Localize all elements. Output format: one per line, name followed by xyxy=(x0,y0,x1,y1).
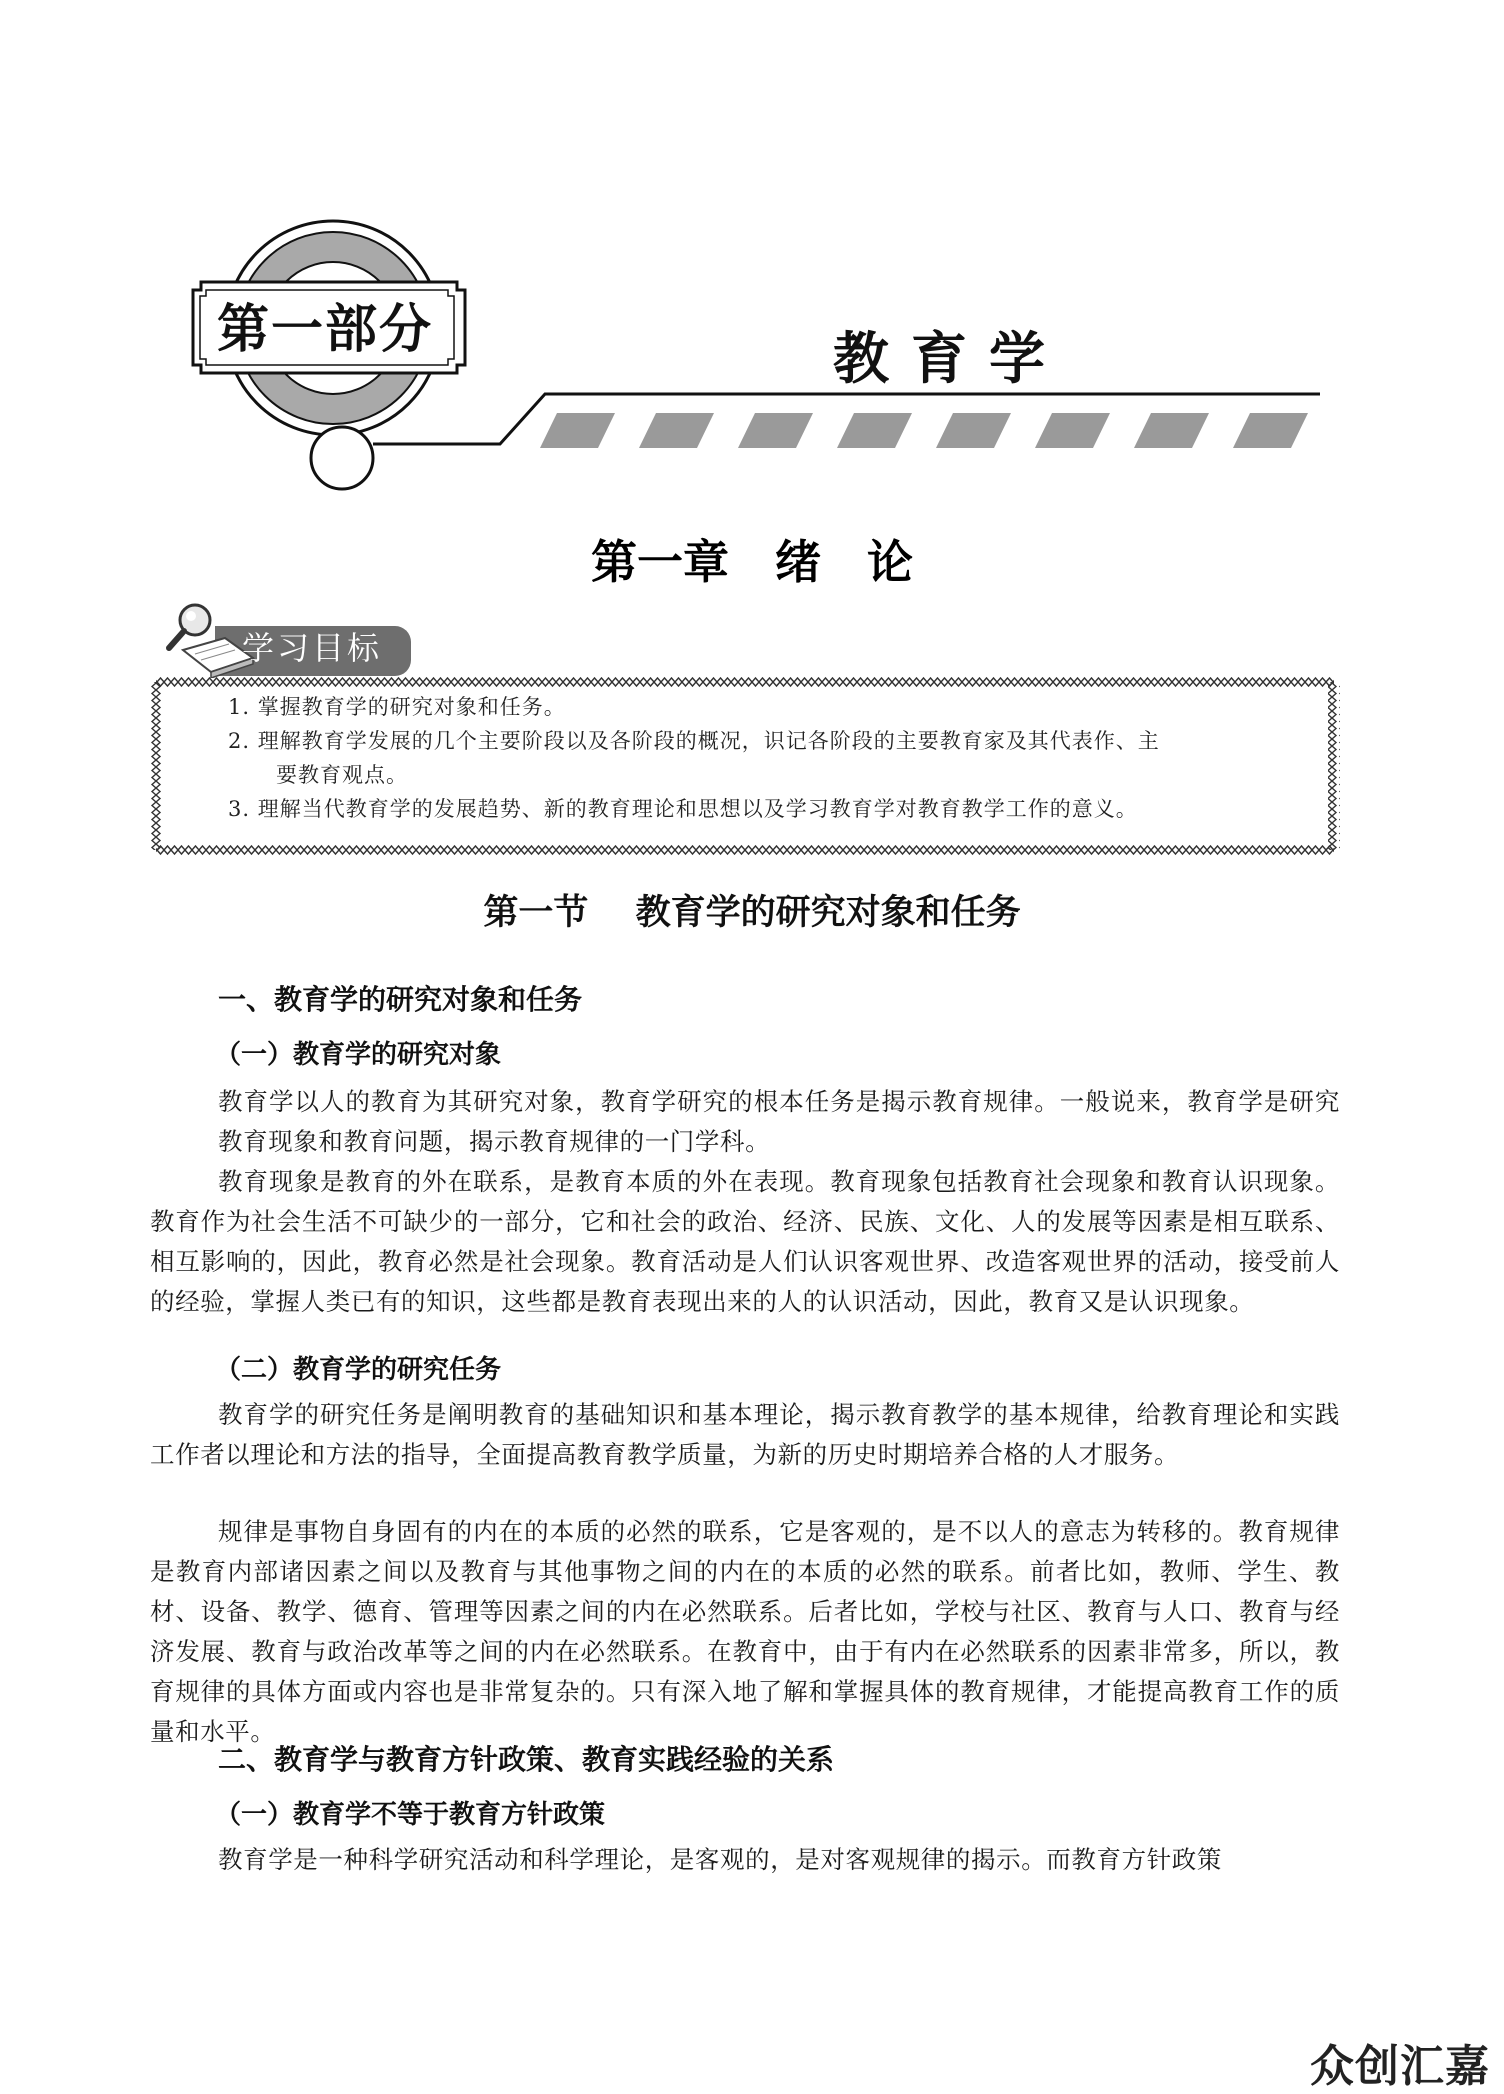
part-title: 教育学 xyxy=(833,327,1067,392)
objective-text: 3. 理解当代教育学的发展趋势、新的教育理论和思想以及学习教育学对教育教学工作的意义。 xyxy=(228,797,1138,821)
chapter-title: 第一章 绪 论 xyxy=(591,535,913,589)
paragraph: 教育学的研究任务是阐明教育的基础知识和基本理论，揭示教育教学的基本规律，给教育理论和实践工作者以理论和方法的指导，全面提高教育教学质量，为新的历史时期培养合格的人才服务。 xyxy=(150,1400,1340,1469)
objective-item xyxy=(228,690,1318,724)
heading-level2: （一）教育学不等于教育方针政策 xyxy=(215,1800,606,1830)
small-circle xyxy=(311,427,373,489)
heading-level2: （一）教育学的研究对象 xyxy=(215,1040,502,1070)
objectives-list xyxy=(228,690,1318,826)
paragraph: 教育现象是教育的外在联系，是教育本质的外在表现。教育现象包括教育社会现象和教育认识现象。教育作为社会生活不可缺少的一部分，它和社会的政治、经济、民族、文化、人的发展等因素是相互联系、相互影响的，因此，教育必然是社会现象。教育活动是人们认识客观世界、改造客观世界的活动，接受前人的经验，掌握人类已有的知识，这些都是教育表现出来的人的认识活动，因此，教育又是认识现象。 xyxy=(150,1167,1340,1316)
paragraph: 规律是事物自身固有的内在的本质的必然的联系，它是客观的，是不以人的意志为转移的。教育规律是教育内部诸因素之间以及教育与其他事物之间的内在的本质的必然的联系。前者比如，教师、学生、教材、设备、教学、德育、管理等因素之间的内在必然联系。后者比如，学校与社区、教育与人口、教育与经济发展、教育与政治改革等之间的内在必然联系。在教育中，由于有内在必然联系的因素非常多，所以，教育规律的具体方面或内容也是非常复杂的。只有深入地了解和掌握具体的教育规律，才能提高教育工作的质量和水平。 xyxy=(150,1517,1340,1746)
paragraph xyxy=(218,1082,1340,1162)
objectives-label: 学习目标 xyxy=(242,629,383,667)
part-banner xyxy=(0,0,1504,520)
heading-level2: （二）教育学的研究任务 xyxy=(215,1355,502,1385)
paragraph-text: 教育学以人的教育为其研究对象，教育学研究的根本任务是揭示教育规律。一般说来，教育学是研究教育现象和教育问题，揭示教育规律的一门学科。 xyxy=(218,1087,1340,1156)
paragraph: 教育学是一种科学研究活动和科学理论，是客观的，是对客观规律的揭示。而教育方针政策 xyxy=(218,1845,1222,1874)
heading-level1: 一、教育学的研究对象和任务 xyxy=(218,983,583,1016)
section-title: 第一节 教育学的研究对象和任务 xyxy=(483,893,1021,933)
part-label: 第一部分 xyxy=(216,300,433,360)
objective-text-continued: 要教育观点。 xyxy=(276,763,408,787)
objective-item xyxy=(228,724,1318,792)
banner-stripes xyxy=(540,413,1308,448)
objective-item xyxy=(228,792,1318,826)
objective-text: 2. 理解教育学发展的几个主要阶段以及各阶段的概况，识记各阶段的主要教育家及其代表作、主 xyxy=(228,729,1160,753)
heading-level1: 二、教育学与教育方针政策、教育实践经验的关系 xyxy=(218,1743,835,1776)
objective-text: 1. 掌握教育学的研究对象和任务。 xyxy=(228,695,566,719)
watermark-logo: 众创汇嘉 xyxy=(1310,2041,1490,2092)
